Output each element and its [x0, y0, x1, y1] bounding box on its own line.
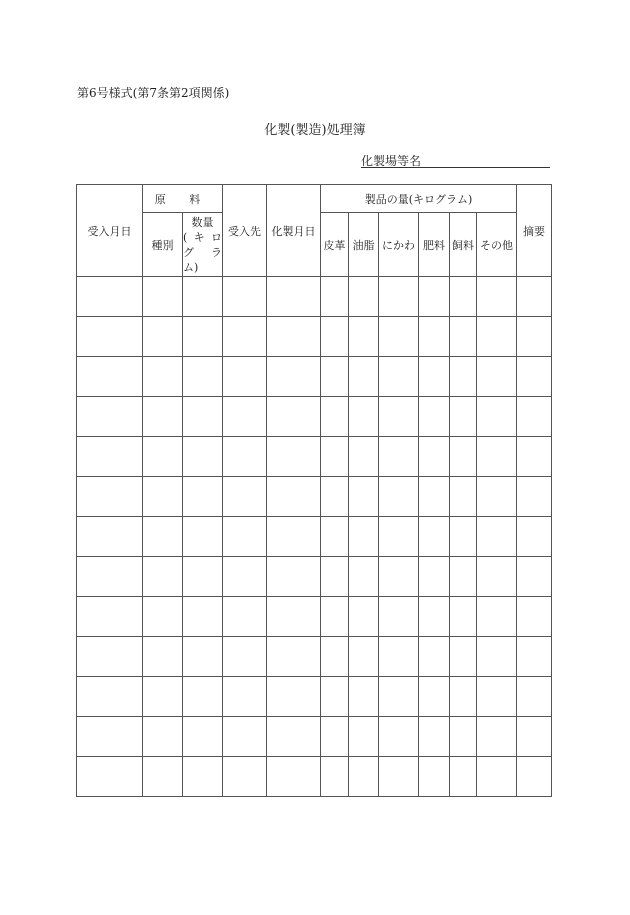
- table-cell[interactable]: [77, 317, 143, 357]
- facility-name-label: 化製場等名: [361, 154, 422, 168]
- table-cell[interactable]: [477, 757, 517, 797]
- table-row: [77, 517, 552, 557]
- table-cell[interactable]: [267, 277, 321, 317]
- header-remarks: 摘要: [517, 185, 552, 277]
- table-cell[interactable]: [143, 517, 183, 557]
- table-cell[interactable]: [349, 317, 379, 357]
- table-cell[interactable]: [349, 757, 379, 797]
- table-cell[interactable]: [517, 717, 552, 757]
- ledger-body: [77, 277, 552, 797]
- quantity-line: (キロ: [183, 230, 222, 244]
- table-cell[interactable]: [183, 517, 223, 557]
- header-supplier: 受入先: [223, 185, 267, 277]
- table-cell[interactable]: [183, 557, 223, 597]
- table-cell[interactable]: [477, 597, 517, 637]
- table-cell[interactable]: [477, 437, 517, 477]
- table-cell[interactable]: [223, 517, 267, 557]
- table-cell[interactable]: [450, 717, 477, 757]
- table-cell[interactable]: [450, 597, 477, 637]
- table-cell[interactable]: [450, 557, 477, 597]
- table-cell[interactable]: [477, 677, 517, 717]
- table-cell[interactable]: [143, 717, 183, 757]
- table-cell[interactable]: [267, 517, 321, 557]
- table-cell[interactable]: [477, 517, 517, 557]
- table-cell[interactable]: [517, 357, 552, 397]
- table-cell[interactable]: [223, 717, 267, 757]
- table-cell[interactable]: [223, 477, 267, 517]
- facility-name-field[interactable]: [361, 152, 550, 168]
- table-cell[interactable]: [379, 357, 419, 397]
- table-cell[interactable]: [419, 597, 450, 637]
- table-cell[interactable]: [419, 277, 450, 317]
- table-cell[interactable]: [321, 637, 349, 677]
- header-product-leather: 皮革: [321, 213, 349, 277]
- table-cell[interactable]: [419, 677, 450, 717]
- table-cell[interactable]: [349, 557, 379, 597]
- table-cell[interactable]: [183, 637, 223, 677]
- header-processed-date: 化製月日: [267, 185, 321, 277]
- table-cell[interactable]: [143, 357, 183, 397]
- table-cell[interactable]: [379, 637, 419, 677]
- table-cell[interactable]: [321, 477, 349, 517]
- table-cell[interactable]: [349, 477, 379, 517]
- table-cell[interactable]: [419, 317, 450, 357]
- table-cell[interactable]: [143, 637, 183, 677]
- table-cell[interactable]: [77, 397, 143, 437]
- table-cell[interactable]: [143, 677, 183, 717]
- table-row: [77, 677, 552, 717]
- table-row: [77, 277, 552, 317]
- table-cell[interactable]: [450, 637, 477, 677]
- table-cell[interactable]: [419, 397, 450, 437]
- table-cell[interactable]: [183, 397, 223, 437]
- table-cell[interactable]: [267, 717, 321, 757]
- table-cell[interactable]: [477, 397, 517, 437]
- table-cell[interactable]: [183, 357, 223, 397]
- header-product-quantity: 製品の量(キログラム): [321, 185, 517, 213]
- table-cell[interactable]: [183, 597, 223, 637]
- table-cell[interactable]: [77, 357, 143, 397]
- table-cell[interactable]: [349, 517, 379, 557]
- table-cell[interactable]: [450, 437, 477, 477]
- table-cell[interactable]: [517, 677, 552, 717]
- table-cell[interactable]: [349, 637, 379, 677]
- table-cell[interactable]: [77, 517, 143, 557]
- table-cell[interactable]: [321, 557, 349, 597]
- table-cell[interactable]: [183, 477, 223, 517]
- table-cell[interactable]: [267, 357, 321, 397]
- table-cell[interactable]: [321, 597, 349, 637]
- table-cell[interactable]: [517, 557, 552, 597]
- table-cell[interactable]: [419, 717, 450, 757]
- header-raw-materials: 原 料: [143, 185, 223, 213]
- table-cell[interactable]: [517, 517, 552, 557]
- table-cell[interactable]: [477, 317, 517, 357]
- table-cell[interactable]: [379, 437, 419, 477]
- table-row: [77, 357, 552, 397]
- table-cell[interactable]: [450, 357, 477, 397]
- table-cell[interactable]: [143, 477, 183, 517]
- table-cell[interactable]: [321, 357, 349, 397]
- table-cell[interactable]: [321, 677, 349, 717]
- table-cell[interactable]: [419, 637, 450, 677]
- table-row: [77, 557, 552, 597]
- table-cell[interactable]: [267, 757, 321, 797]
- table-cell[interactable]: [223, 277, 267, 317]
- table-cell[interactable]: [143, 597, 183, 637]
- table-cell[interactable]: [267, 677, 321, 717]
- table-cell[interactable]: [379, 677, 419, 717]
- table-cell[interactable]: [143, 557, 183, 597]
- table-cell[interactable]: [267, 477, 321, 517]
- quantity-line: グ ラ: [183, 245, 222, 259]
- table-cell[interactable]: [379, 277, 419, 317]
- table-cell[interactable]: [517, 477, 552, 517]
- table-cell[interactable]: [143, 317, 183, 357]
- table-cell[interactable]: [321, 757, 349, 797]
- table-cell[interactable]: [379, 597, 419, 637]
- table-cell[interactable]: [77, 557, 143, 597]
- table-cell[interactable]: [477, 357, 517, 397]
- table-cell[interactable]: [477, 477, 517, 517]
- table-cell[interactable]: [450, 677, 477, 717]
- table-cell[interactable]: [517, 437, 552, 477]
- table-cell[interactable]: [379, 397, 419, 437]
- table-cell[interactable]: [223, 757, 267, 797]
- table-cell[interactable]: [77, 277, 143, 317]
- table-cell[interactable]: [379, 757, 419, 797]
- table-cell[interactable]: [183, 717, 223, 757]
- table-cell[interactable]: [321, 517, 349, 557]
- table-cell[interactable]: [77, 717, 143, 757]
- table-row: [77, 757, 552, 797]
- table-cell[interactable]: [143, 757, 183, 797]
- table-cell[interactable]: [450, 277, 477, 317]
- table-cell[interactable]: [477, 277, 517, 317]
- table-cell[interactable]: [77, 677, 143, 717]
- table-cell[interactable]: [321, 317, 349, 357]
- header-product-feed: 飼料: [450, 213, 477, 277]
- table-cell[interactable]: [223, 557, 267, 597]
- table-cell[interactable]: [349, 357, 379, 397]
- table-cell[interactable]: [419, 357, 450, 397]
- table-cell[interactable]: [349, 437, 379, 477]
- table-cell[interactable]: [183, 437, 223, 477]
- table-row: [77, 637, 552, 677]
- header-received-date: 受入月日: [77, 185, 143, 277]
- table-cell[interactable]: [450, 477, 477, 517]
- table-cell[interactable]: [379, 557, 419, 597]
- table-cell[interactable]: [223, 597, 267, 637]
- header-product-oil: 油脂: [349, 213, 379, 277]
- table-cell[interactable]: [450, 517, 477, 557]
- table-cell[interactable]: [349, 677, 379, 717]
- table-cell[interactable]: [419, 757, 450, 797]
- table-cell[interactable]: [321, 717, 349, 757]
- table-cell[interactable]: [517, 597, 552, 637]
- table-cell[interactable]: [379, 477, 419, 517]
- table-row: [77, 317, 552, 357]
- document-title: 化製(製造)処理簿: [264, 123, 366, 138]
- table-cell[interactable]: [183, 677, 223, 717]
- table-cell[interactable]: [419, 477, 450, 517]
- table-cell[interactable]: [321, 437, 349, 477]
- table-cell[interactable]: [477, 717, 517, 757]
- table-cell[interactable]: [477, 557, 517, 597]
- table-cell[interactable]: [267, 557, 321, 597]
- table-cell[interactable]: [517, 397, 552, 437]
- table-row: [77, 437, 552, 477]
- table-cell[interactable]: [517, 757, 552, 797]
- table-cell[interactable]: [143, 437, 183, 477]
- table-cell[interactable]: [77, 637, 143, 677]
- header-product-glue: にかわ: [379, 213, 419, 277]
- table-cell[interactable]: [223, 357, 267, 397]
- table-cell[interactable]: [349, 277, 379, 317]
- table-cell[interactable]: [349, 397, 379, 437]
- table-cell[interactable]: [223, 437, 267, 477]
- table-cell[interactable]: [419, 557, 450, 597]
- table-cell[interactable]: [321, 277, 349, 317]
- table-cell[interactable]: [379, 517, 419, 557]
- form-number: 第6号様式(第7条第2項関係): [77, 86, 230, 100]
- table-row: [77, 597, 552, 637]
- table-row: [77, 477, 552, 517]
- table-cell[interactable]: [183, 277, 223, 317]
- table-cell[interactable]: [267, 597, 321, 637]
- table-cell[interactable]: [477, 637, 517, 677]
- table-cell[interactable]: [267, 317, 321, 357]
- table-cell[interactable]: [321, 397, 349, 437]
- table-cell[interactable]: [77, 477, 143, 517]
- table-cell[interactable]: [223, 677, 267, 717]
- table-cell[interactable]: [223, 317, 267, 357]
- quantity-line: ム): [183, 260, 199, 274]
- table-cell[interactable]: [419, 517, 450, 557]
- quantity-line: 数量: [191, 215, 214, 229]
- table-cell[interactable]: [419, 437, 450, 477]
- table-cell[interactable]: [450, 317, 477, 357]
- table-cell[interactable]: [143, 277, 183, 317]
- table-cell[interactable]: [517, 277, 552, 317]
- table-cell[interactable]: [143, 397, 183, 437]
- table-cell[interactable]: [349, 717, 379, 757]
- table-cell[interactable]: [517, 637, 552, 677]
- header-kind: 種別: [143, 213, 183, 277]
- table-cell[interactable]: [450, 757, 477, 797]
- table-cell[interactable]: [223, 397, 267, 437]
- table-cell[interactable]: [517, 317, 552, 357]
- table-cell[interactable]: [223, 637, 267, 677]
- table-cell[interactable]: [77, 597, 143, 637]
- table-cell[interactable]: [267, 397, 321, 437]
- table-row: [77, 397, 552, 437]
- table-cell[interactable]: [183, 317, 223, 357]
- table-cell[interactable]: [450, 397, 477, 437]
- header-product-fertilizer: 肥料: [419, 213, 450, 277]
- processing-ledger-table: [76, 184, 552, 797]
- table-cell[interactable]: [267, 637, 321, 677]
- table-cell[interactable]: [349, 597, 379, 637]
- table-cell[interactable]: [183, 757, 223, 797]
- table-row: [77, 717, 552, 757]
- table-cell[interactable]: [379, 317, 419, 357]
- table-cell[interactable]: [77, 437, 143, 477]
- header-quantity: [183, 213, 223, 277]
- table-cell[interactable]: [267, 437, 321, 477]
- table-cell[interactable]: [379, 717, 419, 757]
- header-product-other: その他: [477, 213, 517, 277]
- table-cell[interactable]: [77, 757, 143, 797]
